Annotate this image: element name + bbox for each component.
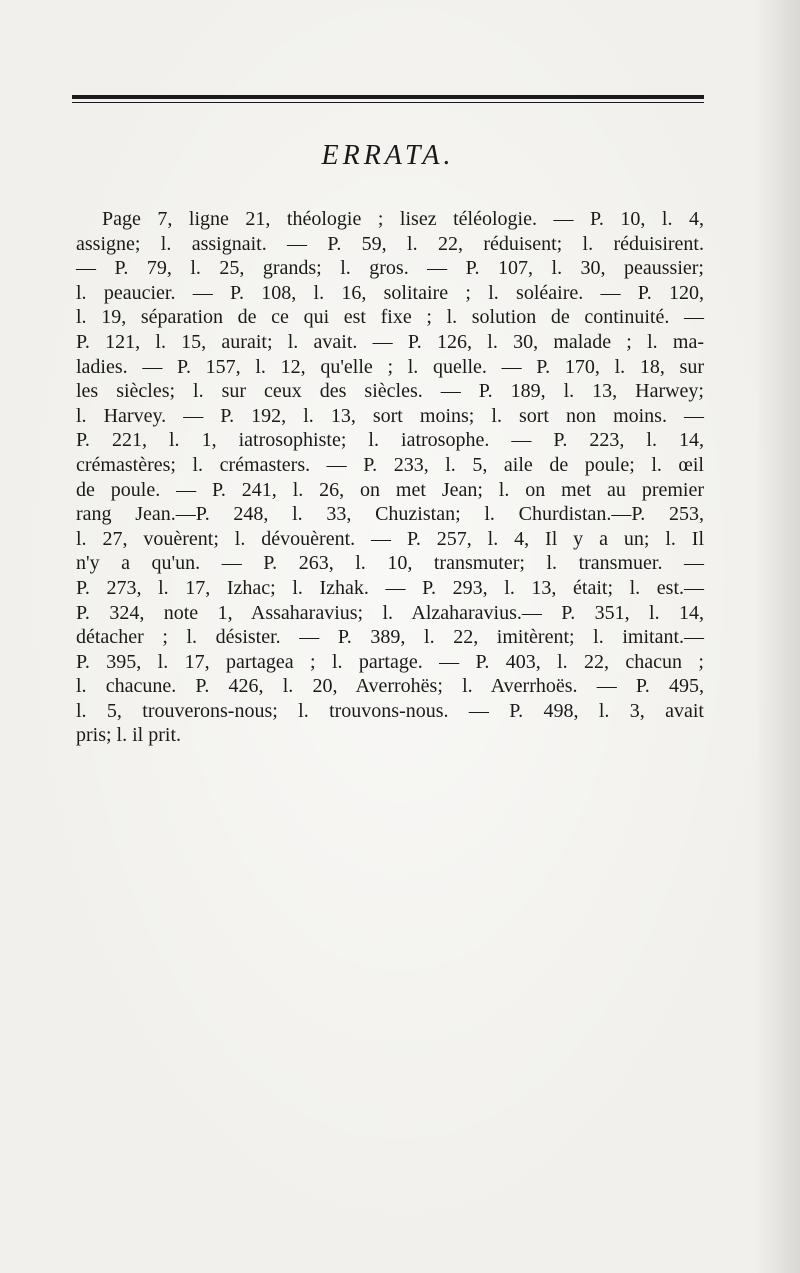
errata-line: l. peaucier. — P. 108, l. 16, solitaire ; l. soléaire. — P. 120, <box>76 281 704 304</box>
errata-line: rang Jean.—P. 248, l. 33, Chuzistan; l. Churdistan.—P. 253, <box>76 503 704 526</box>
errata-line: l. 5, trouverons-nous; l. trouvons-nous. — P. 498, l. 3, avait <box>76 699 704 722</box>
errata-line: l. Harvey. — P. 192, l. 13, sort moins; l. sort non moins. — <box>76 404 704 427</box>
errata-line: — P. 79, l. 25, grands; l. gros. — P. 107, l. 30, peaussier; <box>76 257 704 280</box>
binding-shadow <box>755 0 800 1273</box>
errata-line: assigne; l. assignait. — P. 59, l. 22, réduisent; l. réduisirent. <box>76 232 704 255</box>
errata-line: P. 273, l. 17, Izhac; l. Izhak. — P. 293, l. 13, était; l. est.— <box>76 576 704 599</box>
page-title: ERRATA. <box>321 140 455 171</box>
errata-line: P. 121, l. 15, aurait; l. avait. — P. 126, l. 30, malade ; l. ma- <box>76 330 704 353</box>
errata-text <box>76 207 704 748</box>
errata-line: détacher ; l. désister. — P. 389, l. 22, imitèrent; l. imitant.— <box>76 626 704 649</box>
errata-line: ladies. — P. 157, l. 12, qu'elle ; l. quelle. — P. 170, l. 18, sur <box>76 355 704 378</box>
errata-line: pris; l. il prit. <box>76 724 181 747</box>
errata-line: P. 324, note 1, Assaharavius; l. Alzaharavius.— P. 351, l. 14, <box>76 601 704 624</box>
errata-line: P. 395, l. 17, partagea ; l. partage. — P. 403, l. 22, chacun ; <box>76 650 704 673</box>
errata-line: de poule. — P. 241, l. 26, on met Jean; l. on met au premier <box>76 478 704 501</box>
errata-line: crémastères; l. crémasters. — P. 233, l. 5, aile de poule; l. œil <box>76 453 704 476</box>
header-rule-thick <box>72 95 704 99</box>
errata-line: n'y a qu'un. — P. 263, l. 10, transmuter; l. transmuer. — <box>76 552 704 575</box>
errata-line: les siècles; l. sur ceux des siècles. — P. 189, l. 13, Harwey; <box>76 380 704 403</box>
errata-line: Page 7, ligne 21, théologie ; lisez téléologie. — P. 10, l. 4, <box>102 208 704 230</box>
errata-line: l. 19, séparation de ce qui est fixe ; l. solution de continuité. — <box>76 306 704 329</box>
header-rule-thin <box>72 102 704 103</box>
errata-line: P. 221, l. 1, iatrosophiste; l. iatrosophe. — P. 223, l. 14, <box>76 429 704 452</box>
errata-line: l. 27, vouèrent; l. dévouèrent. — P. 257, l. 4, Il y a un; l. Il <box>76 527 704 550</box>
errata-line: l. chacune. P. 426, l. 20, Averrohës; l. Averrhoës. — P. 495, <box>76 675 704 698</box>
